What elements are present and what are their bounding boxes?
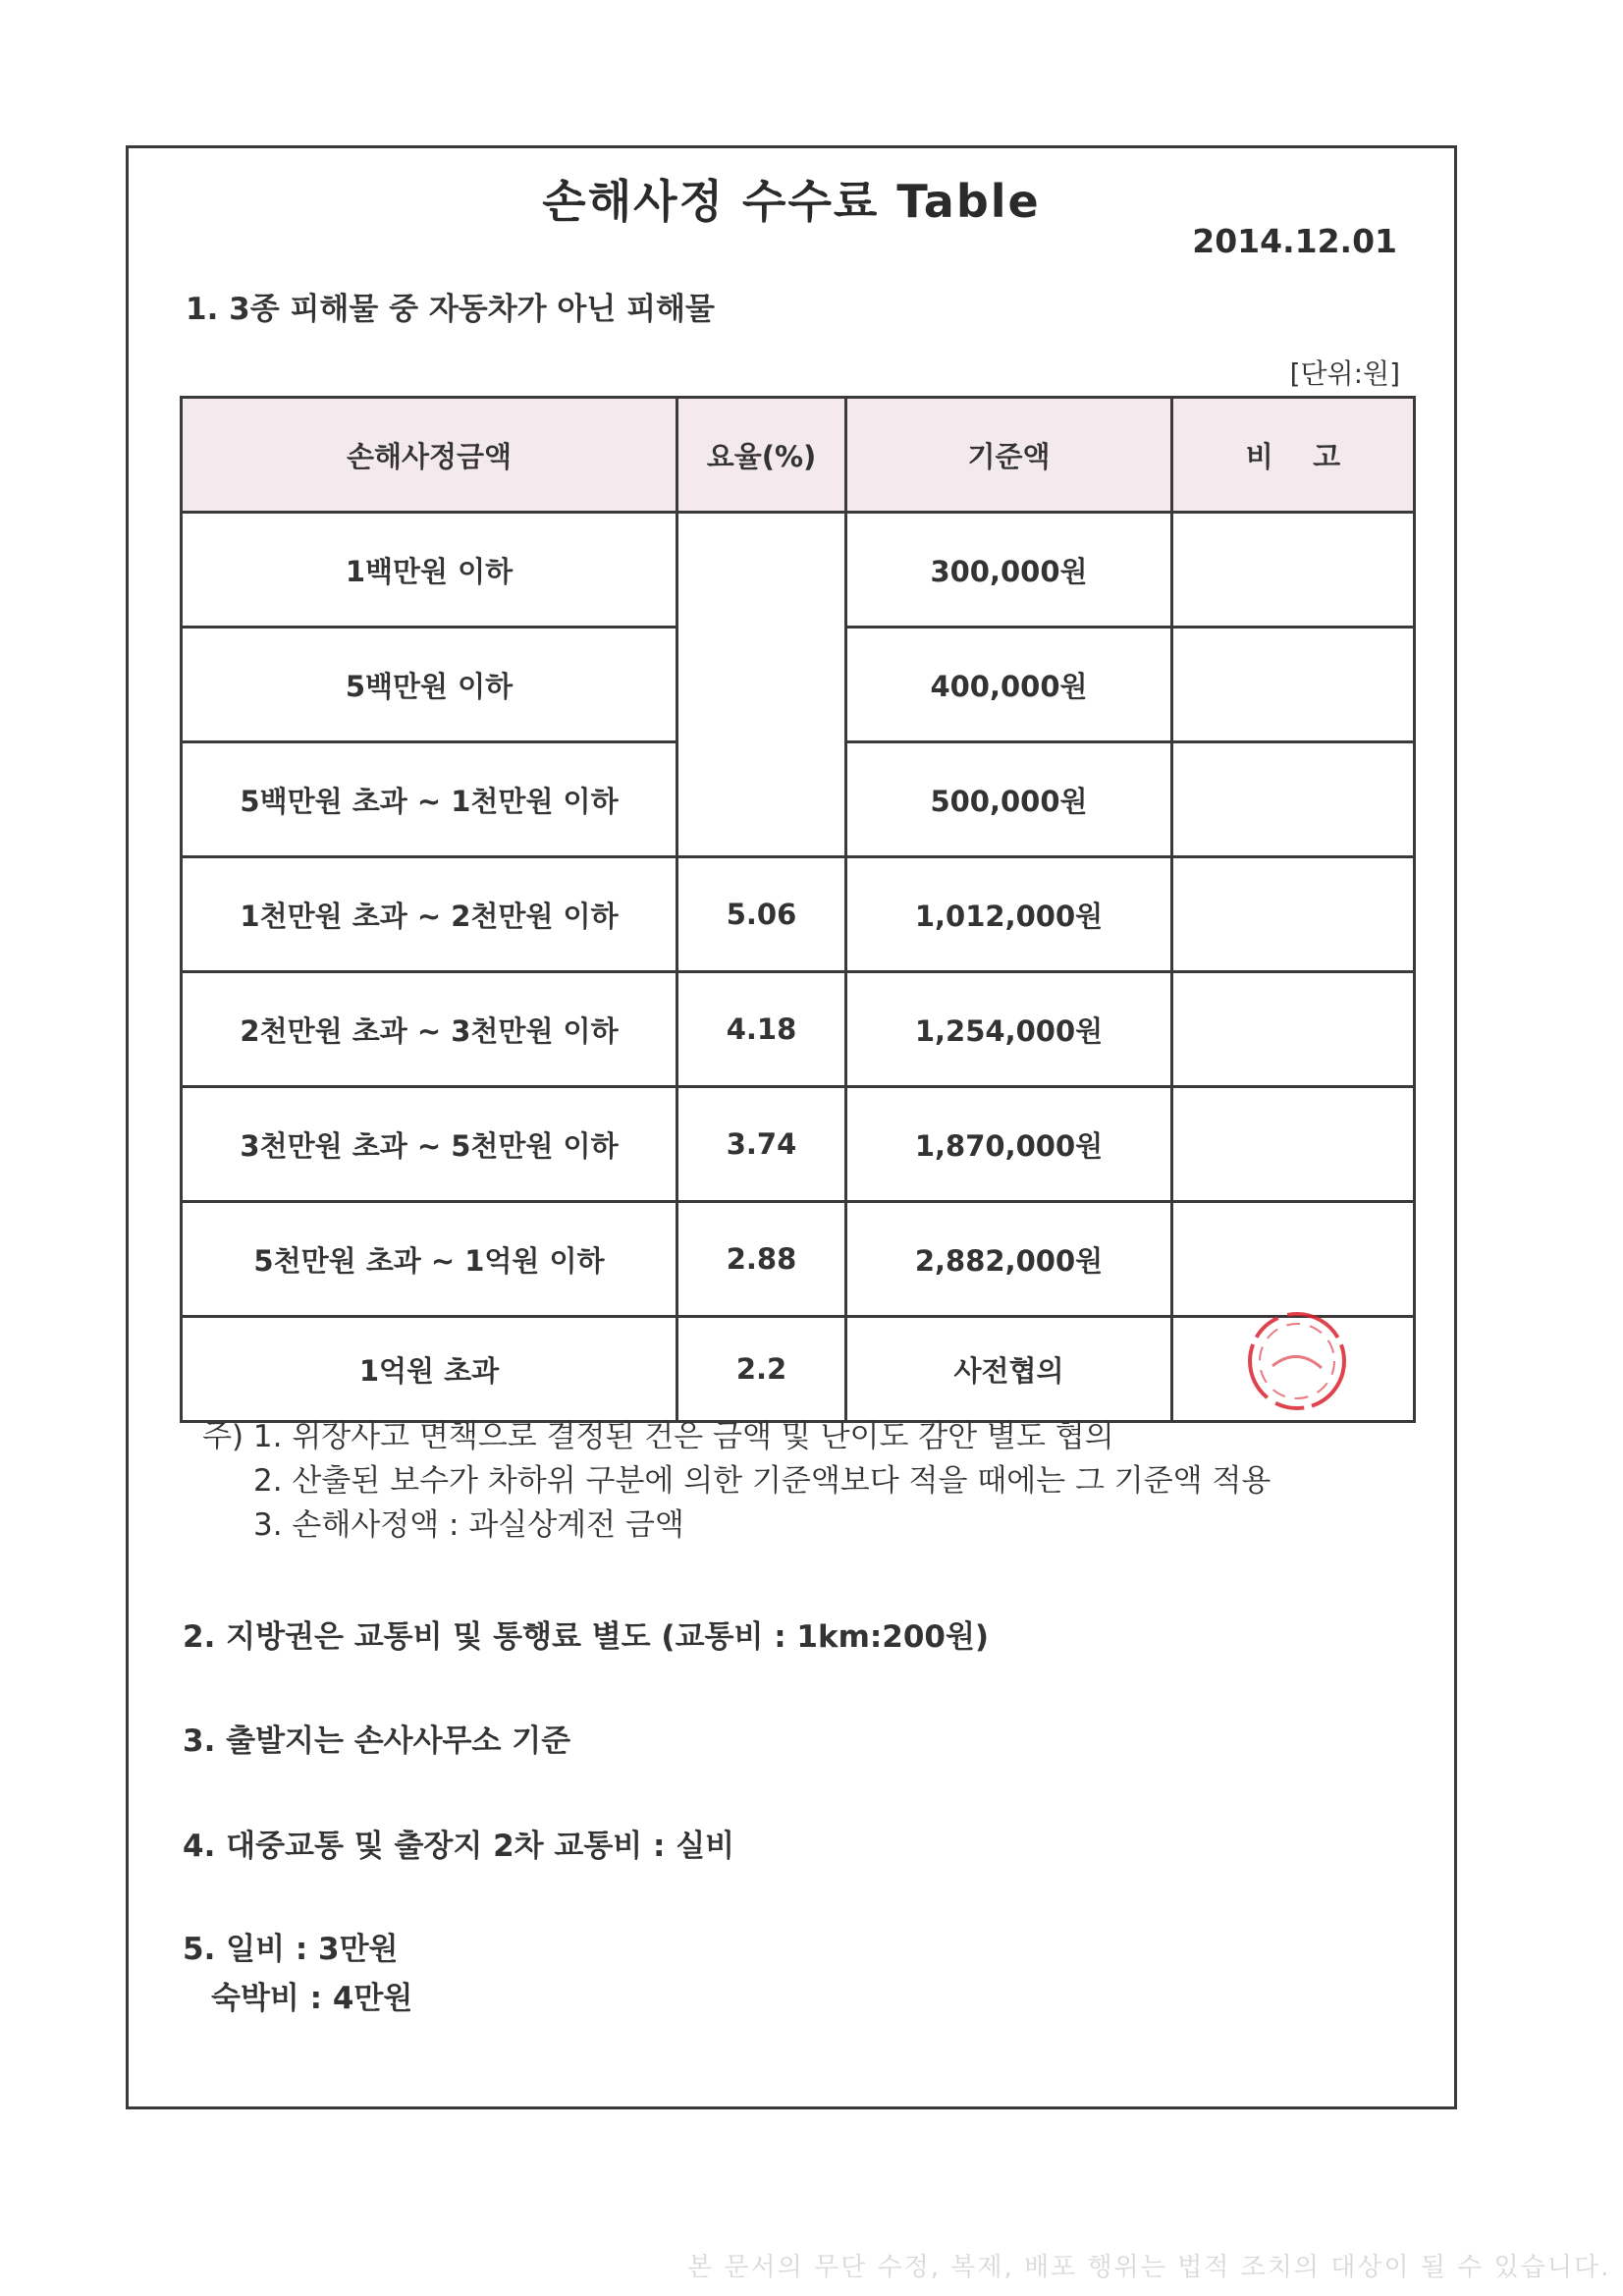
row-amount: 1백만원 이하 <box>182 513 677 628</box>
row-rate: 2.88 <box>677 1202 846 1317</box>
row-base: 1,254,000원 <box>846 972 1172 1087</box>
table-row <box>182 857 1415 972</box>
seal-stamp-icon <box>1243 1307 1351 1415</box>
row-note <box>1172 972 1415 1087</box>
table-row <box>182 1202 1415 1317</box>
row-amount: 5백만원 초과 ~ 1천만원 이하 <box>182 742 677 857</box>
table-row <box>182 1087 1415 1202</box>
row-rate: 2.2 <box>677 1317 846 1422</box>
row-note <box>1172 1087 1415 1202</box>
row-note <box>1172 742 1415 857</box>
header-base: 기준액 <box>846 398 1172 513</box>
row-rate-merged <box>677 513 846 857</box>
document-date: 2014.12.01 <box>1192 222 1397 260</box>
row-base: 300,000원 <box>846 513 1172 628</box>
header-amount: 손해사정금액 <box>182 398 677 513</box>
footer-notice: 본 문서의 무단 수정, 복제, 배포 행위는 법적 조치의 대상이 될 수 있습니다. <box>687 2253 1611 2282</box>
item-5-daily-allowance: 5. 일비 : 3만원 <box>183 1932 399 1967</box>
row-rate: 3.74 <box>677 1087 846 1202</box>
table-notes <box>202 1415 1271 1548</box>
table-row <box>182 1317 1415 1422</box>
section-1-heading: 1. 3종 피해물 중 자동차가 아닌 피해물 <box>186 292 715 327</box>
table-row <box>182 513 1415 628</box>
row-note <box>1172 513 1415 628</box>
row-amount: 5백만원 이하 <box>182 628 677 742</box>
note-line: 2. 산출된 보수가 차하위 구분에 의한 기준액보다 적을 때에는 그 기준액 적용 <box>253 1463 1271 1499</box>
row-amount: 5천만원 초과 ~ 1억원 이하 <box>182 1202 677 1317</box>
row-rate: 4.18 <box>677 972 846 1087</box>
table-row <box>182 972 1415 1087</box>
row-base: 1,870,000원 <box>846 1087 1172 1202</box>
row-rate: 5.06 <box>677 857 846 972</box>
header-note: 비 고 <box>1172 398 1415 513</box>
table-header-row <box>182 398 1415 513</box>
row-base: 500,000원 <box>846 742 1172 857</box>
row-amount: 1천만원 초과 ~ 2천만원 이하 <box>182 857 677 972</box>
row-amount: 3천만원 초과 ~ 5천만원 이하 <box>182 1087 677 1202</box>
row-amount: 1억원 초과 <box>182 1317 677 1422</box>
note-line: 3. 손해사정액 : 과실상계전 금액 <box>253 1507 684 1543</box>
row-base: 400,000원 <box>846 628 1172 742</box>
document-title: 손해사정 수수료 Table <box>542 175 1041 228</box>
row-base: 1,012,000원 <box>846 857 1172 972</box>
item-2-transport: 2. 지방권은 교통비 및 통행료 별도 (교통비 : 1km:200원) <box>183 1619 990 1655</box>
note-line: 주) 1. 위장사고 면책으로 결정된 건은 금액 및 난이도 감안 별도 협의 <box>202 1419 1114 1454</box>
row-base: 사전협의 <box>846 1317 1172 1422</box>
row-note <box>1172 628 1415 742</box>
fee-table <box>180 396 1416 1423</box>
row-note <box>1172 857 1415 972</box>
row-base: 2,882,000원 <box>846 1202 1172 1317</box>
document-frame <box>126 145 1457 2109</box>
item-3-origin: 3. 출발지는 손사사무소 기준 <box>183 1723 571 1759</box>
unit-label: [단위:원] <box>1289 357 1400 390</box>
item-5-lodging: 숙박비 : 4만원 <box>211 1981 413 2016</box>
row-amount: 2천만원 초과 ~ 3천만원 이하 <box>182 972 677 1087</box>
header-rate: 요율(%) <box>677 398 846 513</box>
row-note <box>1172 1202 1415 1317</box>
item-4-public-transport: 4. 대중교통 및 출장지 2차 교통비 : 실비 <box>183 1829 735 1864</box>
